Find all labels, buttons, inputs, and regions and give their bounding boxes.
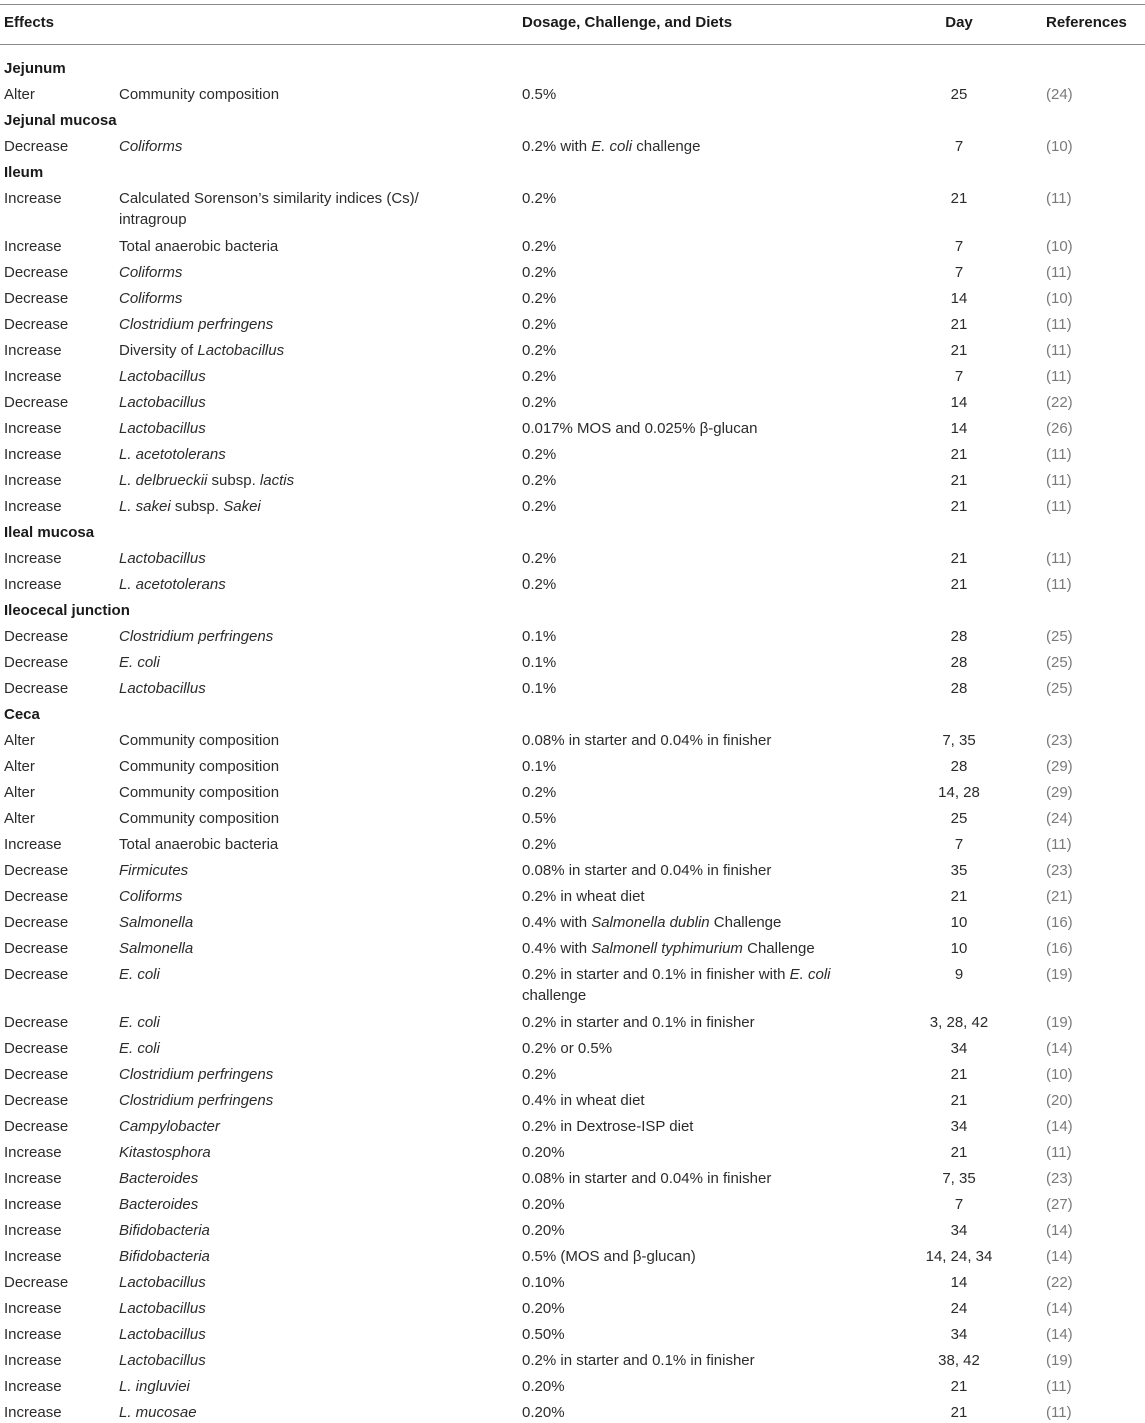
reference-link: (16) [1046,914,1073,931]
dosage-cell: 0.20% [522,1196,565,1213]
reference-link: (19) [1046,966,1073,983]
day-cell: 21 [950,1404,968,1421]
dosage-cell: 0.20% [522,1300,565,1317]
day-cell: 21 [950,1092,968,1109]
effect-cell: Increase [4,190,62,207]
reference-link: (11) [1046,368,1072,385]
reference-link: (14) [1046,1300,1073,1317]
reference-link: (14) [1046,1326,1073,1343]
taxon-cell: E. coli [119,1040,160,1057]
effect-cell: Increase [4,1222,62,1239]
reference-link: (11) [1046,316,1072,333]
taxon-cell: L. acetotolerans [119,576,226,593]
dosage-cell: 0.2% [522,394,557,411]
dosage-cell: 0.5% [522,810,557,827]
effect-cell: Decrease [4,1274,69,1291]
taxon-cell: Coliforms [119,138,183,155]
dosage-cell: 0.1% [522,654,557,671]
taxon-cell: E. coli [119,654,160,671]
taxon-cell: Community composition [119,784,280,801]
effect-cell: Increase [4,1352,62,1369]
reference-link: (23) [1046,862,1073,879]
taxon-cell: Coliforms [119,290,183,307]
effect-cell: Decrease [4,1066,69,1083]
taxon-cell: Salmonella [119,940,194,957]
taxon-cell: Calculated Sorenson’s similarity indices (Cs)/ intragroup [119,190,419,228]
table-top-rule [0,4,1145,5]
taxon-cell: Community composition [119,810,280,827]
effect-cell: Increase [4,1248,62,1265]
day-cell: 10 [950,940,968,957]
reference-link: (19) [1046,1014,1073,1031]
reference-link: (11) [1046,472,1072,489]
day-cell: 14 [950,1274,968,1291]
effect-cell: Decrease [4,654,69,671]
dosage-cell: 0.2% [522,368,557,385]
taxon-cell: Community composition [119,86,280,103]
taxon-cell: E. coli [119,966,160,983]
reference-link: (10) [1046,290,1073,307]
taxon-cell: Salmonella [119,914,194,931]
day-cell: 7 [954,1196,964,1213]
dosage-cell: 0.2% or 0.5% [522,1040,613,1057]
day-cell: 34 [950,1326,968,1343]
dosage-cell: 0.50% [522,1326,565,1343]
reference-link: (24) [1046,86,1073,103]
reference-link: (11) [1046,836,1072,853]
effect-cell: Decrease [4,680,69,697]
dosage-cell: 0.2% [522,784,557,801]
dosage-cell: 0.1% [522,680,557,697]
day-cell: 21 [950,888,968,905]
day-cell: 10 [950,914,968,931]
dosage-cell: 0.10% [522,1274,565,1291]
effect-cell: Increase [4,576,62,593]
effect-cell: Increase [4,498,62,515]
header-effects: Effects [4,14,55,31]
reference-link: (10) [1046,1066,1073,1083]
effect-cell: Decrease [4,264,69,281]
taxon-cell: Lactobacillus [119,1352,206,1369]
section-label: Jejunal mucosa [4,112,117,129]
day-cell: 14, 24, 34 [925,1248,993,1265]
taxon-cell: Lactobacillus [119,680,206,697]
effect-cell: Increase [4,238,62,255]
taxon-cell: Clostridium perfringens [119,316,274,333]
day-cell: 7 [954,238,964,255]
taxon-cell: Total anaerobic bacteria [119,238,279,255]
reference-link: (11) [1046,264,1072,281]
dosage-cell: 0.20% [522,1378,565,1395]
effect-cell: Decrease [4,316,69,333]
day-cell: 9 [954,966,964,983]
day-cell: 24 [950,1300,968,1317]
effect-cell: Decrease [4,888,69,905]
reference-link: (25) [1046,654,1073,671]
dosage-cell: 0.2% [522,550,557,567]
taxon-cell: Community composition [119,732,280,749]
taxon-cell: Bacteroides [119,1170,199,1187]
taxon-cell: Lactobacillus [119,420,206,437]
day-cell: 7, 35 [942,732,976,749]
header-day: Day [945,14,973,31]
day-cell: 7 [954,368,964,385]
taxon-cell: L. acetotolerans [119,446,226,463]
day-cell: 7 [954,138,964,155]
day-cell: 21 [950,550,968,567]
taxon-cell: Community composition [119,758,280,775]
reference-link: (21) [1046,888,1073,905]
reference-link: (25) [1046,628,1073,645]
effect-cell: Increase [4,1144,62,1161]
dosage-cell: 0.20% [522,1404,565,1421]
dosage-cell: 0.2% [522,446,557,463]
dosage-cell: 0.5% (MOS and β-glucan) [522,1248,696,1265]
dosage-cell: 0.2% in wheat diet [522,888,645,905]
dosage-cell: 0.20% [522,1222,565,1239]
effect-cell: Increase [4,342,62,359]
reference-link: (16) [1046,940,1073,957]
section-label: Ileocecal junction [4,602,130,619]
effect-cell: Increase [4,1300,62,1317]
reference-link: (20) [1046,1092,1073,1109]
header-rule [0,44,1145,45]
day-cell: 7 [954,836,964,853]
taxon-cell: Diversity of Lactobacillus [119,342,285,359]
dosage-cell: 0.2% [522,264,557,281]
dosage-cell: 0.4% with Salmonella dublin Challenge [522,914,782,931]
taxon-cell: Lactobacillus [119,368,206,385]
effect-cell: Increase [4,1170,62,1187]
reference-link: (11) [1046,498,1072,515]
dosage-cell: 0.2% [522,498,557,515]
dosage-cell: 0.4% with Salmonell typhimurium Challenge [522,940,815,957]
taxon-cell: Kitastosphora [119,1144,211,1161]
taxon-cell: L. sakei subsp. Sakei [119,498,261,515]
day-cell: 21 [950,576,968,593]
day-cell: 28 [950,628,968,645]
reference-link: (11) [1046,1378,1072,1395]
reference-link: (11) [1046,446,1072,463]
dosage-cell: 0.017% MOS and 0.025% β-glucan [522,420,758,437]
reference-link: (11) [1046,1144,1072,1161]
day-cell: 14 [950,420,968,437]
effect-cell: Decrease [4,966,69,983]
taxon-cell: Bifidobacteria [119,1248,210,1265]
effect-cell: Decrease [4,628,69,645]
reference-link: (11) [1046,1404,1072,1421]
day-cell: 21 [950,1066,968,1083]
effect-cell: Increase [4,446,62,463]
day-cell: 14, 28 [938,784,980,801]
day-cell: 21 [950,316,968,333]
effect-cell: Increase [4,472,62,489]
day-cell: 28 [950,758,968,775]
dosage-cell: 0.2% [522,472,557,489]
day-cell: 34 [950,1222,968,1239]
day-cell: 14 [950,394,968,411]
section-label: Ceca [4,706,40,723]
reference-link: (25) [1046,680,1073,697]
effect-cell: Decrease [4,1014,69,1031]
dosage-cell: 0.20% [522,1144,565,1161]
effect-cell: Increase [4,1378,62,1395]
dosage-cell: 0.08% in starter and 0.04% in finisher [522,862,772,879]
taxon-cell: Clostridium perfringens [119,1066,274,1083]
effect-cell: Alter [4,810,35,827]
dosage-cell: 0.08% in starter and 0.04% in finisher [522,1170,772,1187]
taxon-cell: L. mucosae [119,1404,197,1421]
day-cell: 28 [950,654,968,671]
taxon-cell: Lactobacillus [119,394,206,411]
header-references: References [1046,14,1127,31]
taxon-cell: L. ingluviei [119,1378,190,1395]
effect-cell: Decrease [4,862,69,879]
dosage-cell: 0.2% [522,836,557,853]
reference-link: (24) [1046,810,1073,827]
reference-link: (14) [1046,1118,1073,1135]
effect-cell: Increase [4,1404,62,1421]
section-label: Ileum [4,164,44,181]
day-cell: 21 [950,342,968,359]
effect-cell: Alter [4,758,35,775]
day-cell: 25 [950,810,968,827]
reference-link: (29) [1046,784,1073,801]
effect-cell: Decrease [4,940,69,957]
dosage-cell: 0.2% in starter and 0.1% in finisher [522,1352,755,1369]
effect-cell: Alter [4,784,35,801]
reference-link: (22) [1046,1274,1073,1291]
day-cell: 35 [950,862,968,879]
taxon-cell: Coliforms [119,264,183,281]
day-cell: 21 [950,1378,968,1395]
taxon-cell: Clostridium perfringens [119,628,274,645]
day-cell: 21 [950,472,968,489]
reference-link: (29) [1046,758,1073,775]
day-cell: 3, 28, 42 [929,1014,989,1031]
taxon-cell: Campylobacter [119,1118,220,1135]
day-cell: 38, 42 [938,1352,980,1369]
taxon-cell: L. delbrueckii subsp. lactis [119,472,295,489]
taxon-cell: Lactobacillus [119,1326,206,1343]
reference-link: (14) [1046,1222,1073,1239]
day-cell: 7, 35 [942,1170,976,1187]
effect-cell: Increase [4,1196,62,1213]
day-cell: 7 [954,264,964,281]
effect-cell: Decrease [4,394,69,411]
day-cell: 21 [950,190,968,207]
dosage-cell: 0.2% [522,1066,557,1083]
taxon-cell: Firmicutes [119,862,189,879]
day-cell: 34 [950,1118,968,1135]
effect-cell: Increase [4,420,62,437]
effect-cell: Decrease [4,1040,69,1057]
effect-cell: Increase [4,836,62,853]
effect-cell: Alter [4,86,35,103]
dosage-cell: 0.2% [522,342,557,359]
reference-link: (26) [1046,420,1073,437]
reference-link: (11) [1046,550,1072,567]
dosage-cell: 0.5% [522,86,557,103]
reference-link: (10) [1046,138,1073,155]
reference-link: (23) [1046,1170,1073,1187]
taxon-cell: Lactobacillus [119,550,206,567]
day-cell: 34 [950,1040,968,1057]
effect-cell: Increase [4,550,62,567]
dosage-cell: 0.2% [522,190,557,207]
taxon-cell: Lactobacillus [119,1274,206,1291]
day-cell: 21 [950,498,968,515]
taxon-cell: Bifidobacteria [119,1222,210,1239]
dosage-cell: 0.1% [522,758,557,775]
dosage-cell: 0.2% [522,316,557,333]
taxon-cell: Total anaerobic bacteria [119,836,279,853]
dosage-cell: 0.4% in wheat diet [522,1092,645,1109]
effect-cell: Alter [4,732,35,749]
effect-cell: Decrease [4,1118,69,1135]
dosage-cell: 0.2% in starter and 0.1% in finisher [522,1014,755,1031]
dosage-cell: 0.2% [522,238,557,255]
taxon-cell: Lactobacillus [119,1300,206,1317]
effect-cell: Decrease [4,1092,69,1109]
dosage-cell: 0.2% in starter and 0.1% in finisher with E. coli challenge [522,966,831,1004]
section-label: Ileal mucosa [4,524,95,541]
reference-link: (10) [1046,238,1073,255]
reference-link: (23) [1046,732,1073,749]
dosage-cell: 0.2% [522,576,557,593]
effect-cell: Decrease [4,290,69,307]
reference-link: (11) [1046,342,1072,359]
day-cell: 28 [950,680,968,697]
section-label: Jejunum [4,60,66,77]
day-cell: 25 [950,86,968,103]
dosage-cell: 0.2% in Dextrose-ISP diet [522,1118,694,1135]
taxon-cell: Clostridium perfringens [119,1092,274,1109]
reference-link: (22) [1046,394,1073,411]
dosage-cell: 0.08% in starter and 0.04% in finisher [522,732,772,749]
day-cell: 21 [950,1144,968,1161]
dosage-cell: 0.2% with E. coli challenge [522,138,701,155]
day-cell: 14 [950,290,968,307]
reference-link: (11) [1046,190,1072,207]
reference-link: (14) [1046,1248,1073,1265]
effect-cell: Increase [4,368,62,385]
day-cell: 21 [950,446,968,463]
header-dosage: Dosage, Challenge, and Diets [522,14,733,31]
taxon-cell: Coliforms [119,888,183,905]
dosage-cell: 0.2% [522,290,557,307]
reference-link: (14) [1046,1040,1073,1057]
effect-cell: Decrease [4,138,69,155]
effect-cell: Decrease [4,914,69,931]
reference-link: (27) [1046,1196,1073,1213]
reference-link: (11) [1046,576,1072,593]
reference-link: (19) [1046,1352,1073,1369]
dosage-cell: 0.1% [522,628,557,645]
taxon-cell: E. coli [119,1014,160,1031]
effect-cell: Increase [4,1326,62,1343]
taxon-cell: Bacteroides [119,1196,199,1213]
